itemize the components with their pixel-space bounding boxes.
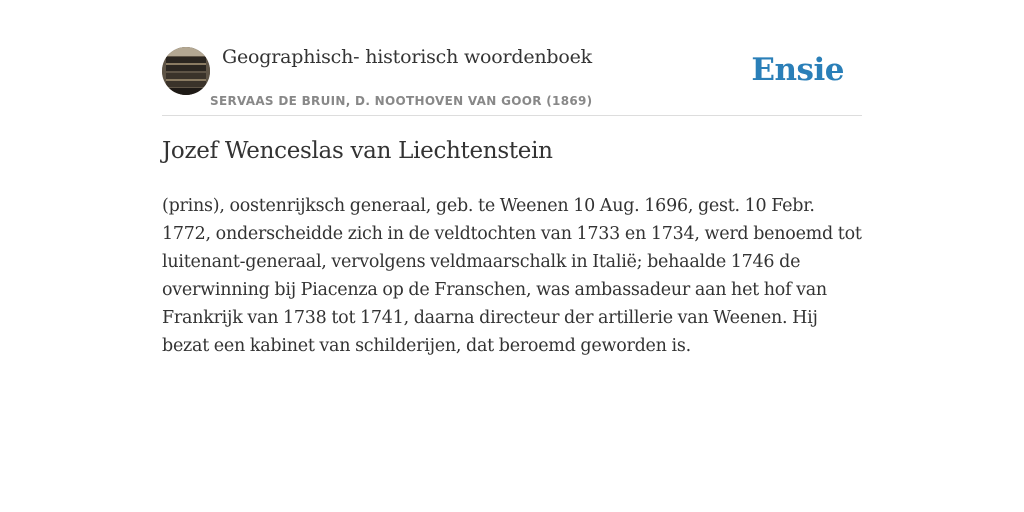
entry-title: Jozef Wenceslas van Liechtenstein xyxy=(162,138,553,164)
ensie-logo[interactable]: Ensie xyxy=(751,52,844,88)
source-authors: SERVAAS DE BRUIN, D. NOOTHOVEN VAN GOOR (1869) xyxy=(210,94,593,108)
book-cover-graphic xyxy=(162,47,210,95)
source-title[interactable]: Geographisch- historisch woordenboek xyxy=(222,46,592,68)
source-header xyxy=(162,40,862,116)
entry-body: (prins), oostenrijksch generaal, geb. te Weenen 10 Aug. 1696, gest. 10 Febr. 1772, onderscheidde zich in de veldtochten van 1733 en 1734, werd benoemd tot luitenant-generaal, vervolgens veldmaarschalk in Italië; behaalde 1746 de overwinning bij Piacenza op de Franschen, was ambassadeur aan het hof van Frankrijk van 1738 tot 1741, daarna directeur der artillerie van Weenen. Hij bezat een kabinet van schilderijen, dat beroemd geworden is. xyxy=(162,196,862,356)
book-cover-icon[interactable] xyxy=(162,47,210,95)
